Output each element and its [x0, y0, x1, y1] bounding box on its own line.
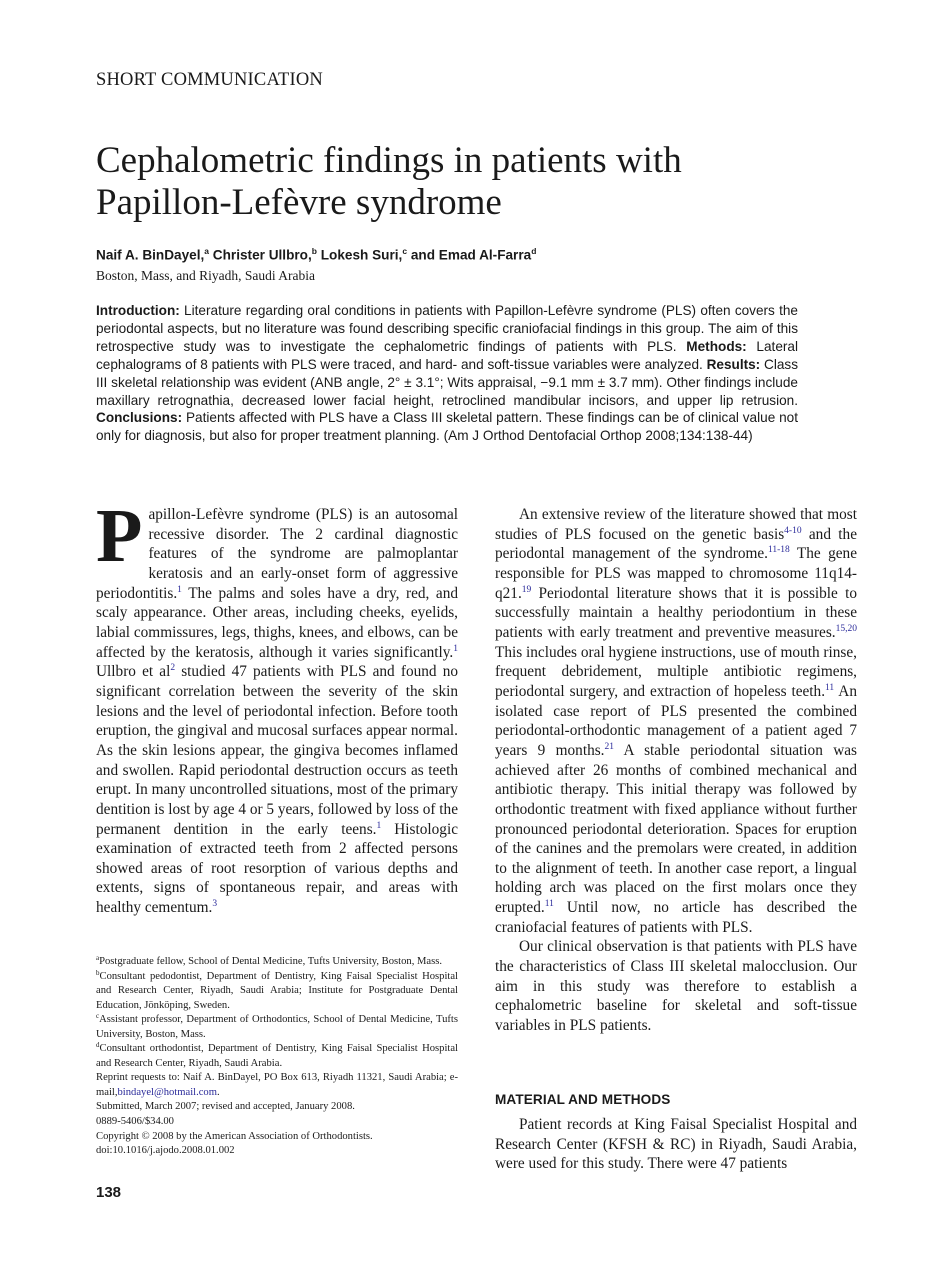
issn-price: 0889-5406/$34.00 — [96, 1116, 174, 1128]
paragraph-text: Periodontal literature shows that it is possible to successfully maintain a healthy periodontium in these patients with early treatment and preventive measures. — [495, 584, 857, 641]
footnote-a — [96, 955, 458, 970]
drop-cap: P — [96, 494, 143, 578]
methods-body — [495, 1115, 857, 1174]
affiliation-mark: b — [311, 246, 317, 256]
abstract-intro-label: Introduction: — [96, 303, 180, 318]
abstract-conclusions-text: Patients affected with PLS have a Class III skeletal pattern. These findings can be of clinical value not only for diagnosis, but also for proper treatment planning. (Am J Orthod Dentofacial Orthop 2008;134:138-44) — [96, 410, 798, 444]
citation-link[interactable]: 3 — [212, 899, 218, 910]
author-location: Boston, Mass, and Riyadh, Saudi Arabia — [96, 268, 315, 283]
abstract-intro-text: Literature regarding oral conditions in patients with Papillon-Lefèvre syndrome (PLS) often covers the periodontal aspects, but no literature was found describing specific craniofacial findings in this group. The aim of this retrospective study was to investigate the cephalometric findings of patients with PLS. — [96, 303, 798, 354]
abstract-methods-text: Lateral cephalograms of 8 patients with PLS were traced, and hard- and soft-tissue variables were analyzed. — [96, 338, 798, 372]
copyright: Copyright © 2008 by the American Association of Orthodontists. — [96, 1130, 373, 1142]
footnote-text: Assistant professor, Department of Orthodontics, School of Dental Medicine, Tufts University, Boston, Mass. — [96, 1014, 458, 1040]
abstract-conclusions-label: Conclusions: — [96, 410, 183, 426]
citation-link[interactable]: 1 — [453, 643, 458, 654]
footnotes — [96, 955, 458, 1159]
author-name: Lokesh Suri, — [320, 247, 403, 263]
author-name: Christer Ullbro, — [212, 247, 312, 263]
page-number: 138 — [96, 1184, 122, 1201]
footnote-text: Consultant pedodontist, Department of Dentistry, King Faisal Specialist Hospital and Research Center, Riyadh, Saudi Arabia; Institute for Postgraduate Dental Education, Jönköping, Sweden. — [96, 970, 458, 1011]
paragraph-text: studied 47 patients with PLS and found no significant correlation between the severity of the skin lesions and the level of periodontal infection. Before tooth eruption, the gingival and mucosal surfaces appear normal. As the skin lesions appear, the gingiva becomes inflamed and swollen. Rapid periodontal destruction occurs as teeth erupt. In many uncontrolled situations, most of the primary dentition is lost by age 4 or 5 years, followed by loss of the permanent dentition in the early teens. — [96, 663, 458, 838]
paragraph-text: This includes oral hygiene instructions, use of mouth rinse, frequent debridement, multiple antibiotic regimens, periodontal surgery, and extraction of hopeless teeth. — [495, 643, 857, 700]
title-line-2: Papillon-Lefèvre syndrome — [96, 182, 502, 223]
footnote-mark: d — [96, 1041, 100, 1050]
author-name: and Emad Al-Farra — [410, 247, 532, 263]
footnote-text: Consultant orthodontist, Department of Dentistry, King Faisal Specialist Hospital and Research Center, Riyadh, Saudi Arabia. — [96, 1043, 458, 1069]
author-list — [96, 246, 536, 263]
intro-paragraph — [96, 494, 458, 918]
abstract-methods-label: Methods: — [686, 338, 747, 354]
citation-link[interactable]: 1 — [376, 820, 382, 831]
paragraph-text: Histologic examination of extracted teeth from 2 affected persons showed areas of root resorption of various depths and extents, signs of spontaneous repair, and areas with healthy cementum. — [96, 820, 458, 917]
paragraph-text: The palms and soles have a dry, red, and scaly appearance. Other areas, including cheeks, eyelids, labial commissures, legs, thighs, knees, and elbows, can be affected by the keratosis, although it varies significantly. — [96, 584, 458, 661]
section-label: SHORT COMMUNICATION — [96, 70, 323, 90]
citation-link[interactable]: 11 — [825, 682, 835, 693]
reprint-end: . — [216, 1086, 220, 1098]
abstract-results-label: Results: — [706, 356, 761, 372]
literature-review-paragraph — [495, 505, 857, 937]
footnote-text: Postgraduate fellow, School of Dental Medicine, Tufts University, Boston, Mass. — [99, 956, 443, 967]
body-column-left — [96, 494, 458, 918]
footnote-c — [96, 1013, 458, 1042]
paragraph-text: apillon-Lefèvre syndrome (PLS) is an autosomal recessive disorder. The 2 cardinal diagnostic features of the syndrome are palmoplantar keratosis and an early-onset form of aggressive periodontitis. — [96, 506, 458, 602]
paragraph-text: Until now, no article has described the craniofacial features of patients with PLS. — [495, 899, 857, 936]
footnote-mark: a — [96, 954, 100, 962]
affiliation-mark: c — [402, 246, 408, 256]
doi: doi:10.1016/j.ajodo.2008.01.002 — [96, 1145, 235, 1157]
paragraph-text: An extensive review of the literature showed that most studies of PLS focused on the genetic basis — [495, 506, 857, 543]
email-link[interactable]: bindayel@hotmail.com — [117, 1086, 217, 1098]
citation-link[interactable]: 19 — [521, 584, 532, 595]
citation-link[interactable]: 11 — [544, 899, 554, 910]
reprint-text: Reprint requests to: Naif A. BinDayel, PO Box 613, Riyadh 11321, Saudi Arabia; e-mail, — [96, 1072, 458, 1098]
affiliation-mark: d — [531, 246, 537, 256]
reprint-requests — [96, 1071, 458, 1100]
footnote-b — [96, 970, 458, 1014]
section-heading-material-methods: MATERIAL AND METHODS — [495, 1092, 671, 1107]
paragraph-text: and the periodontal management of the syndrome. — [495, 525, 857, 563]
citation-link[interactable]: 11-18 — [768, 545, 790, 556]
paragraph-text: Ullbro et al — [96, 663, 171, 681]
affiliation-mark: a — [204, 246, 210, 256]
aim-paragraph: Our clinical observation is that patients with PLS have the characteristics of Class III skeletal malocclusion. Our aim in this study was therefore to establish a cephalometric baseline for skeletal and soft-tissue variables in PLS patients. — [495, 938, 857, 1035]
methods-paragraph: Patient records at King Faisal Specialist Hospital and Research Center (KFSH & RC) in Riyadh, Saudi Arabia, were used for this study. There were 47 patients — [495, 1116, 857, 1173]
paragraph-text: The gene responsible for PLS was mapped to chromosome 11q14-q21. — [495, 545, 857, 602]
author-name: Naif A. BinDayel, — [96, 247, 205, 263]
title-line-1: Cephalometric findings in patients with — [96, 140, 682, 181]
article-title — [96, 140, 856, 224]
body-column-right — [495, 505, 857, 1036]
citation-link[interactable]: 15,20 — [835, 623, 857, 634]
abstract — [96, 302, 798, 445]
citation-link[interactable]: 2 — [170, 663, 176, 674]
footnote-d — [96, 1042, 458, 1071]
footnote-mark: b — [96, 968, 100, 977]
submission-dates: Submitted, March 2007; revised and accepted, January 2008. — [96, 1101, 355, 1113]
paragraph-text: A stable periodontal situation was achieved after 26 months of combined mechanical and antibiotic therapy. This initial therapy was followed by orthodontic treatment with fixed appliance without further pronounced periodontal deterioration. Spaces for eruption of the canines and the premolars were created, in addition to the alignment of teeth. In another case report, a lingual holding arch was placed on the first molars once they erupted. — [495, 741, 857, 917]
paragraph-text: An isolated case report of PLS presented the combined periodontal-orthodontic management of a patient aged 7 years 9 months. — [495, 682, 857, 759]
citation-link[interactable]: 1 — [177, 584, 182, 595]
abstract-results-text: Class III skeletal relationship was evident (ANB angle, 2° ± 3.1°; Wits appraisal, −9.1 mm ± 3.7 mm). Other findings include maxillary retrognathia, decreased lower facial height, retroclined mandibular incisors, and upper lip retrusion. — [96, 356, 798, 408]
citation-link[interactable]: 21 — [604, 741, 615, 752]
citation-link[interactable]: 4-10 — [784, 525, 802, 536]
footnote-mark: c — [96, 1012, 100, 1021]
